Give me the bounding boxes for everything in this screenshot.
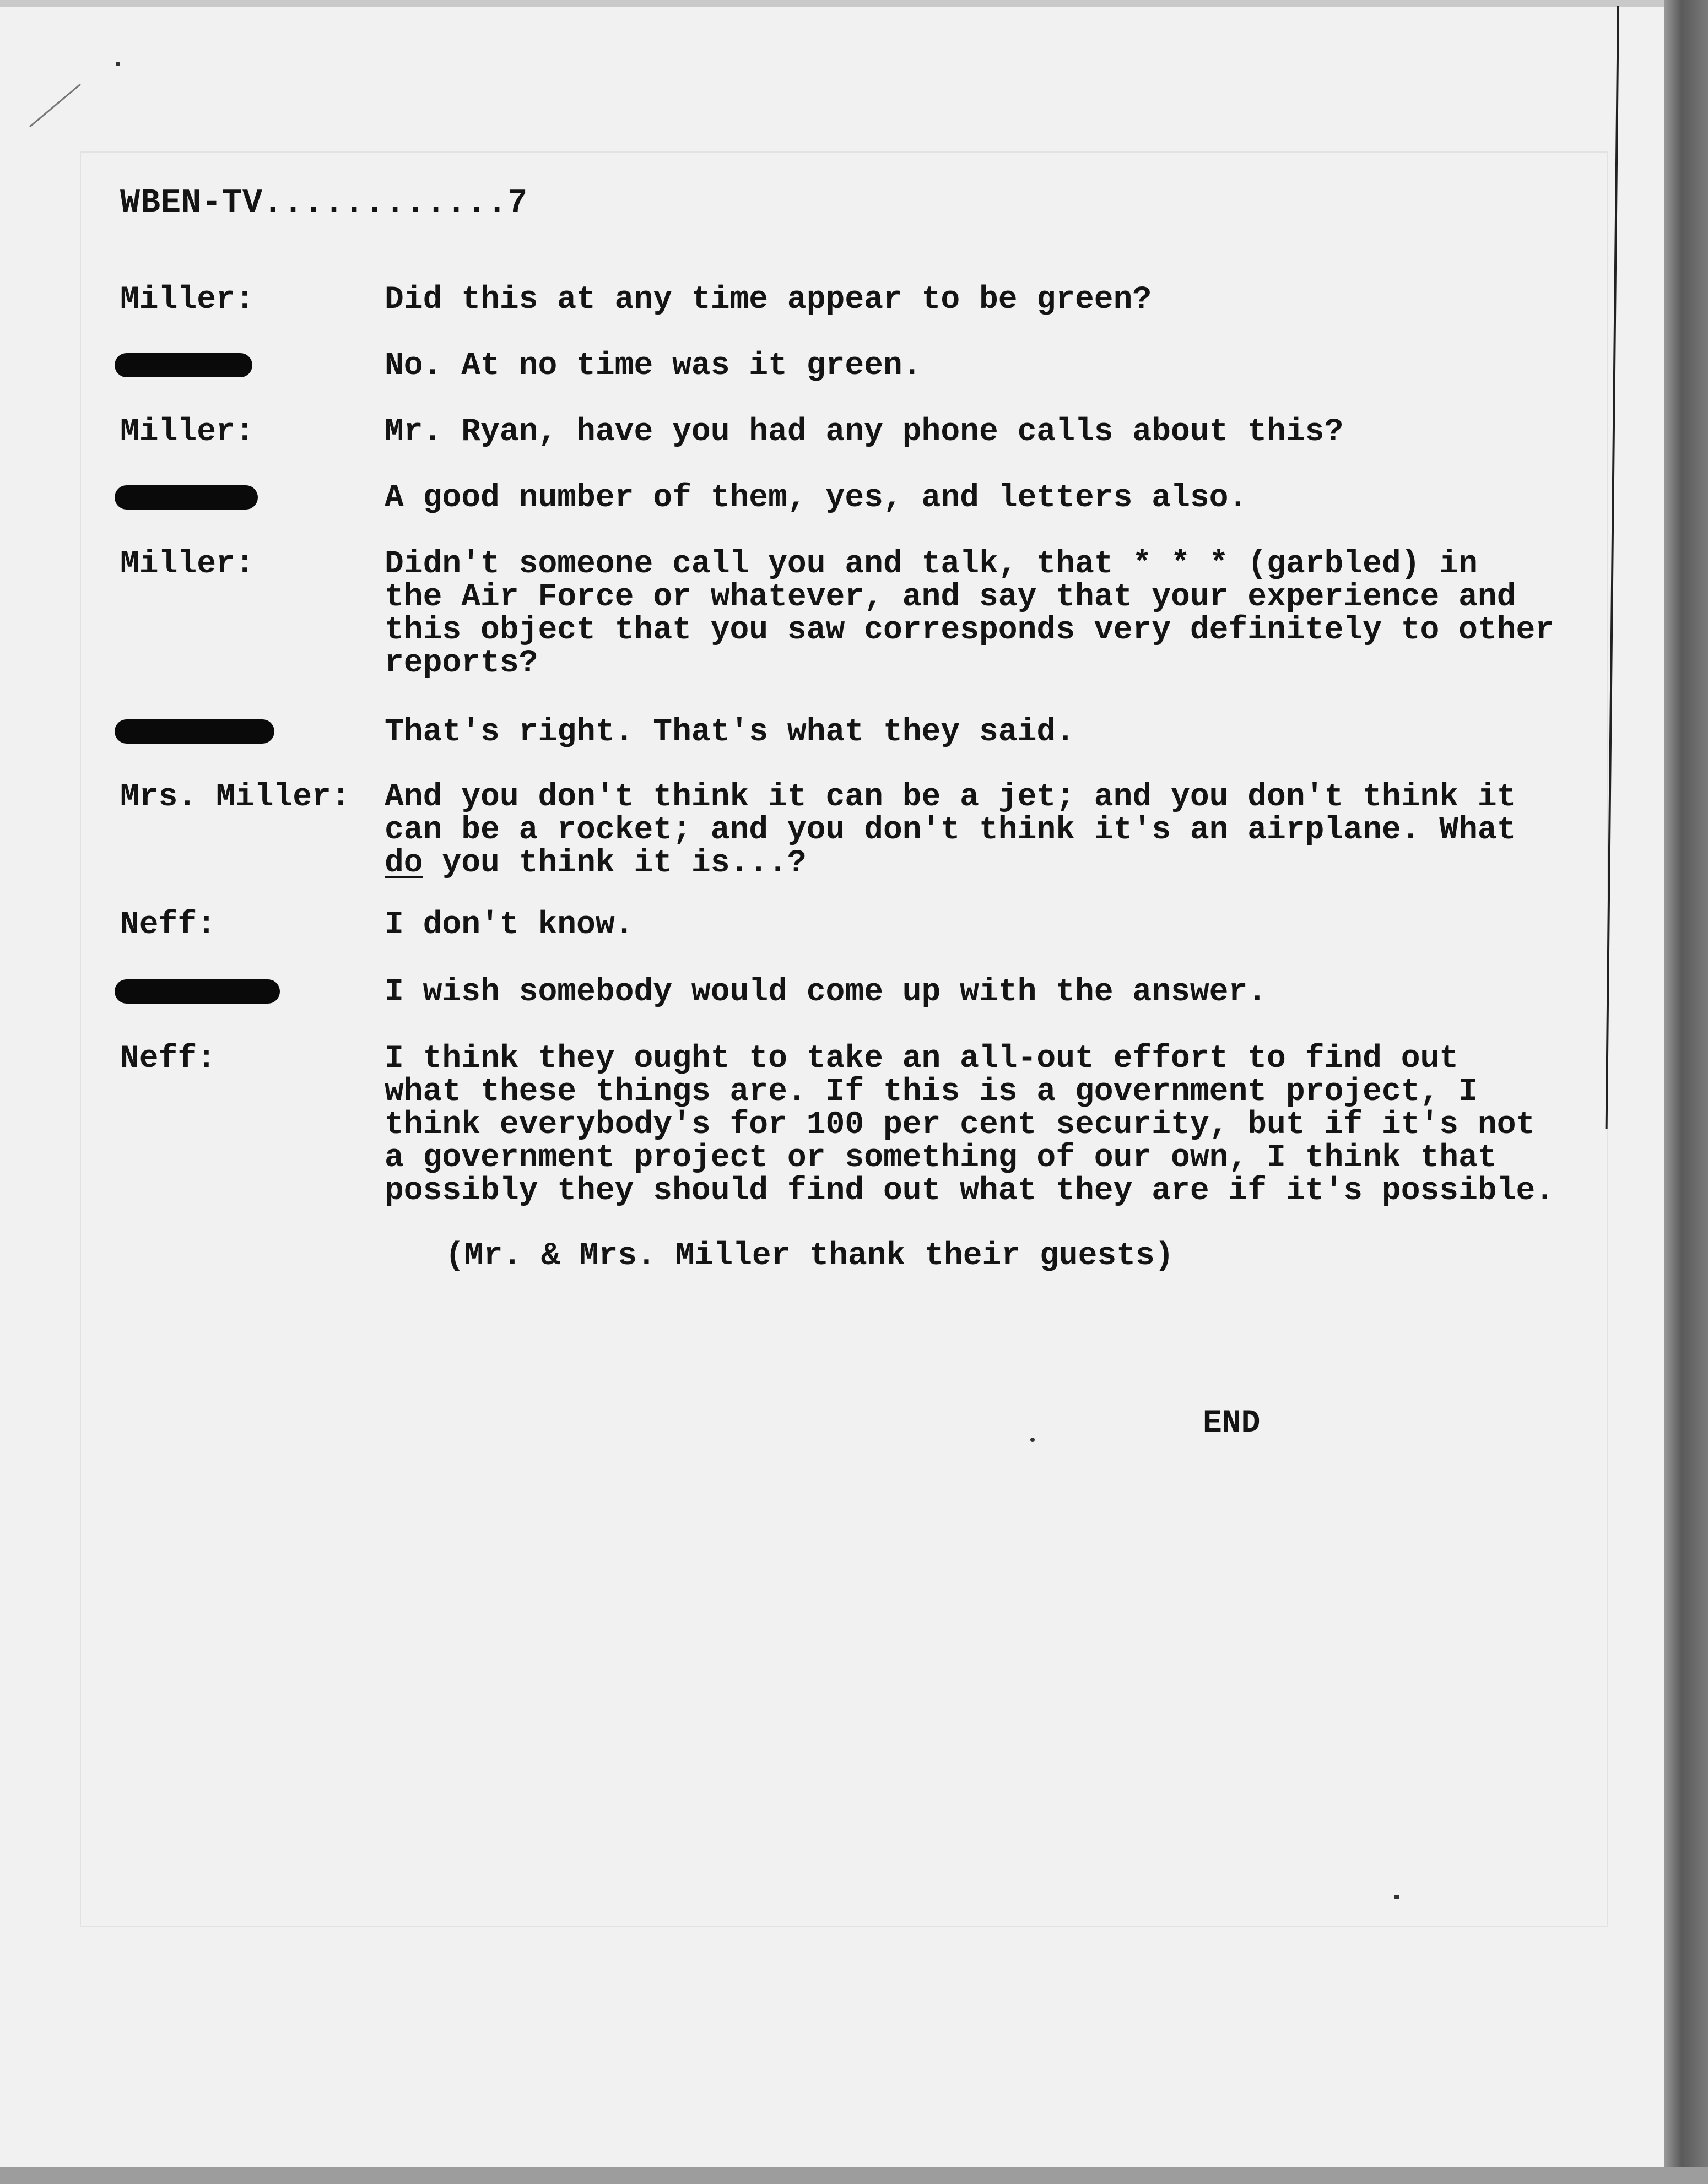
speech-text — [385, 548, 1619, 680]
scan-speck — [1394, 1895, 1399, 1899]
speech-text — [385, 909, 1619, 942]
speech-line: I wish somebody would come up with the answer. — [385, 974, 1267, 1010]
speech-line: I don't know. — [385, 907, 634, 943]
speech-text — [385, 416, 1619, 449]
speaker-label: Neff: — [120, 1041, 217, 1077]
page-header: WBEN-TV............7 — [120, 185, 528, 222]
scan-speck — [116, 62, 120, 66]
speech-line: what these things are. If this is a government project, I — [385, 1074, 1478, 1110]
speech-line: That's right. That's what they said. — [385, 714, 1075, 750]
speech-text — [385, 350, 1619, 383]
speaker-label: Mrs. Miller: — [120, 779, 350, 815]
speech-text — [385, 1043, 1619, 1208]
scan-edge-right — [1664, 0, 1708, 2184]
redaction-bar — [115, 485, 258, 510]
speech-line: possibly they should find out what they are if it's possible. — [385, 1173, 1555, 1209]
speech-line: reports? — [385, 646, 538, 681]
speech-text — [385, 781, 1619, 880]
speech-text — [385, 284, 1619, 317]
speech-line: I think they ought to take an all-out effort to find out — [385, 1041, 1459, 1077]
speaker-label: Miller: — [120, 546, 255, 582]
speech-text — [385, 976, 1619, 1009]
redaction-bar — [115, 979, 280, 1004]
speech-line: Didn't someone call you and talk, that * * * (garbled) in — [385, 546, 1478, 582]
underlined-word: do — [385, 846, 423, 881]
scan-edge-bottom — [0, 2167, 1708, 2184]
speech-line: And you don't think it can be a jet; and you don't think it — [385, 779, 1516, 815]
redaction-bar — [115, 719, 274, 744]
speech-text — [385, 716, 1619, 749]
scan-edge-top — [0, 0, 1664, 7]
speech-line: can be a rocket; and you don't think it's an airplane. What — [385, 812, 1516, 848]
speech-line: Mr. Ryan, have you had any phone calls about this? — [385, 414, 1344, 450]
closing-note: (Mr. & Mrs. Miller thank their guests) — [445, 1238, 1174, 1274]
speaker-label: Miller: — [120, 414, 255, 450]
redaction-bar — [115, 353, 252, 377]
speech-line: do you think it is...? — [385, 846, 807, 881]
speech-line: think everybody's for 100 per cent security, but if it's not — [385, 1107, 1536, 1143]
speech-line: A good number of them, yes, and letters also. — [385, 480, 1248, 516]
scan-speck — [1030, 1438, 1035, 1442]
speech-line: this object that you saw corresponds very definitely to other — [385, 613, 1555, 648]
speech-line: No. At no time was it green. — [385, 348, 922, 384]
speech-text — [385, 482, 1619, 515]
speech-line: a government project or something of our own, I think that — [385, 1140, 1497, 1176]
speaker-label: Miller: — [120, 282, 255, 318]
speaker-label: Neff: — [120, 907, 217, 943]
speech-line: the Air Force or whatever, and say that your experience and — [385, 579, 1516, 615]
speech-line: Did this at any time appear to be green? — [385, 282, 1152, 318]
end-marker: END — [1203, 1406, 1261, 1441]
